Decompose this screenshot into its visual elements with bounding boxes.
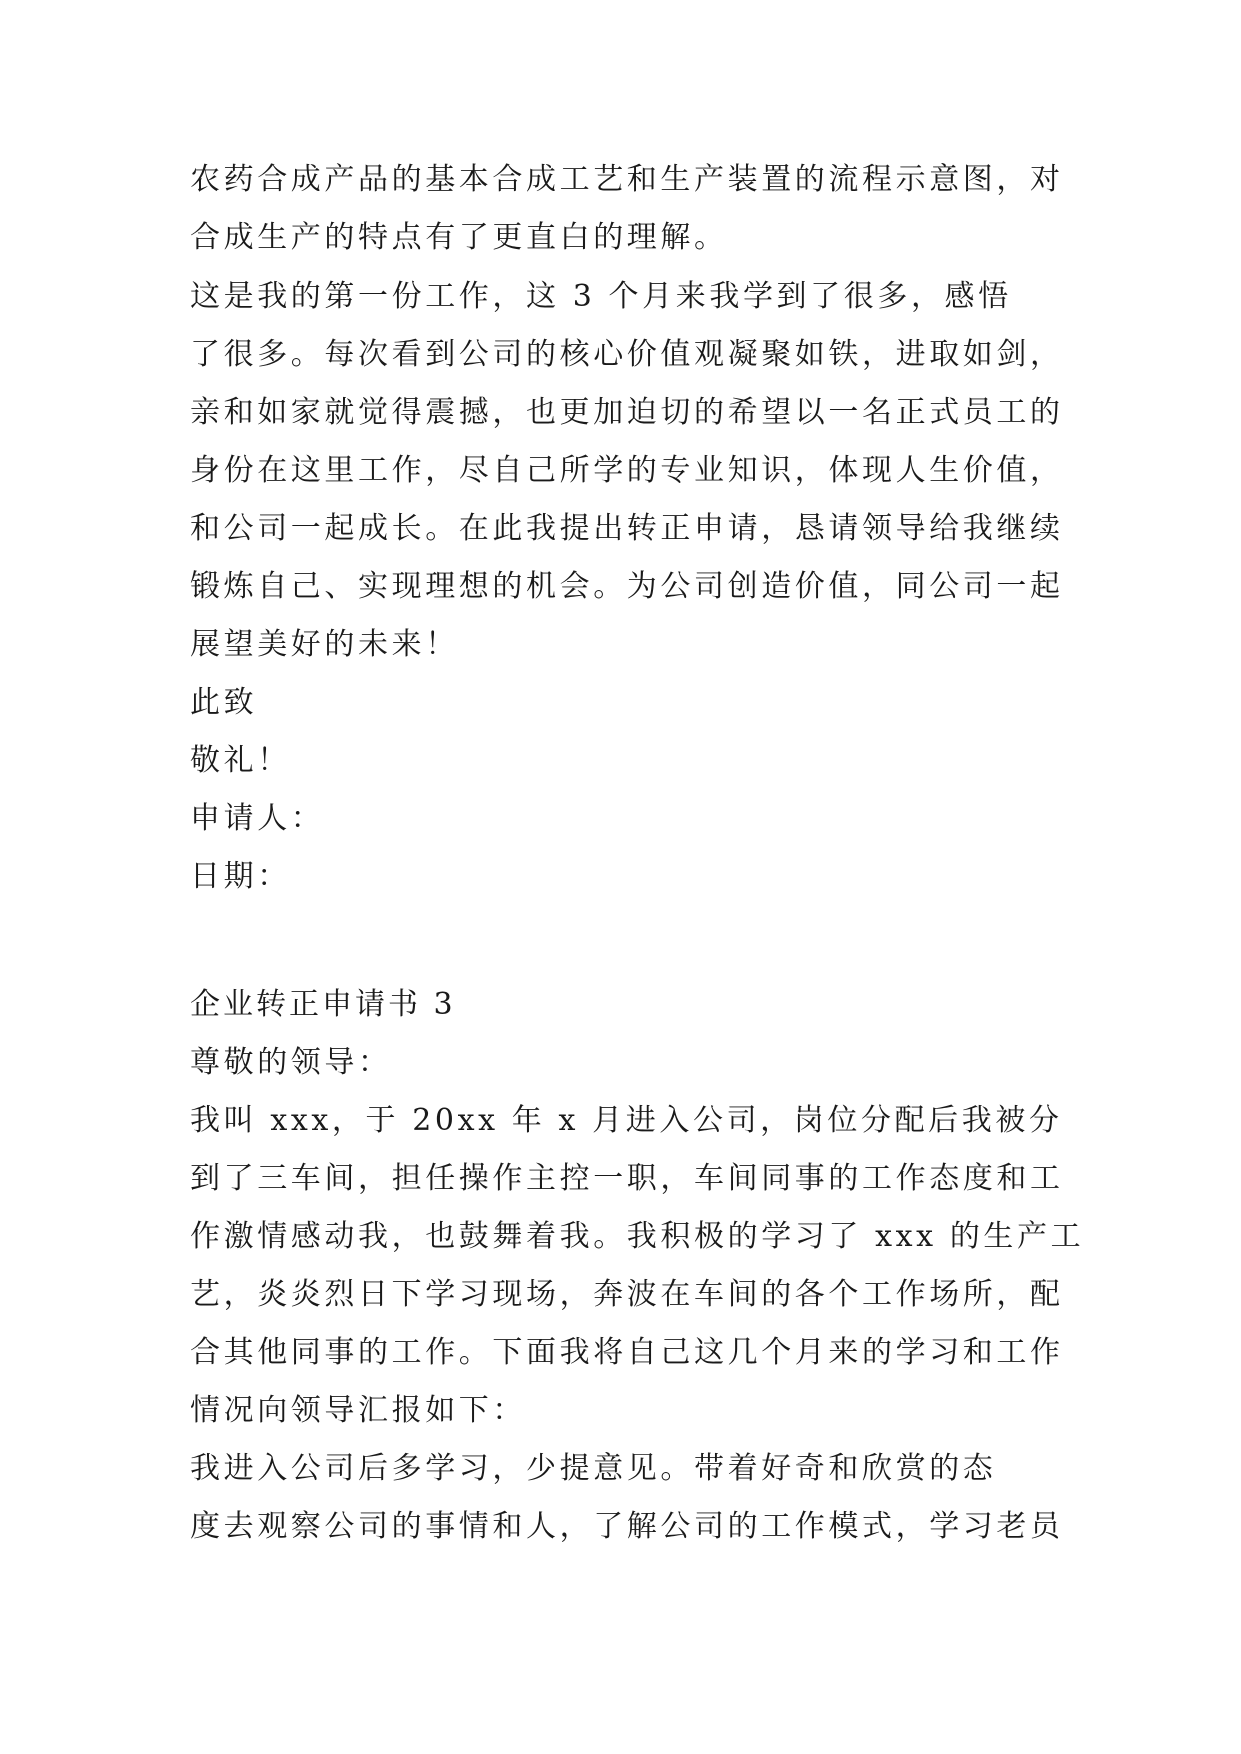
paragraph-introduction bbox=[190, 1092, 1085, 1440]
text-line: 情况向领导汇报如下： bbox=[190, 1393, 526, 1428]
paragraph-learning bbox=[190, 1440, 1070, 1556]
text-line: 亲和如家就觉得震撼，也更加迫切的希望以一名正式员工的 bbox=[190, 395, 1064, 430]
closing-regards: 此致 bbox=[190, 685, 258, 720]
applicant-label: 申请人： bbox=[190, 801, 325, 836]
text-line: 展望美好的未来！ bbox=[190, 627, 459, 662]
section-title: 企业转正申请书 3 bbox=[190, 987, 456, 1022]
text-line: 和公司一起成长。在此我提出转正申请，恳请领导给我继续 bbox=[190, 511, 1064, 546]
paragraph-first-job bbox=[190, 268, 1070, 674]
closing-block bbox=[190, 674, 1070, 906]
text-line: 到了三车间，担任操作主控一职，车间同事的工作态度和工 bbox=[190, 1161, 1064, 1196]
text-line: 度去观察公司的事情和人，了解公司的工作模式，学习老员 bbox=[190, 1509, 1064, 1544]
text-line: 艺，炎炎烈日下学习现场，奔波在车间的各个工作场所，配 bbox=[190, 1277, 1064, 1312]
top-paragraph bbox=[190, 151, 1070, 267]
text-line: 这是我的第一份工作，这 3 个月来我学到了很多，感悟 bbox=[190, 279, 1012, 314]
date-label: 日期： bbox=[190, 859, 291, 894]
text-line: 合其他同事的工作。下面我将自己这几个月来的学习和工作 bbox=[190, 1335, 1064, 1370]
text-line: 了很多。每次看到公司的核心价值观凝聚如铁，进取如剑， bbox=[190, 337, 1064, 372]
text-line: 锻炼自己、实现理想的机会。为公司创造价值，同公司一起 bbox=[190, 569, 1064, 604]
text-line: 我叫 xxx，于 20xx 年 x 月进入公司，岗位分配后我被分 bbox=[190, 1103, 1063, 1138]
text-line: 农药合成产品的基本合成工艺和生产装置的流程示意图，对 bbox=[190, 162, 1064, 197]
text-line: 作激情感动我，也鼓舞着我。我积极的学习了 xxx 的生产工 bbox=[190, 1219, 1085, 1254]
text-line: 身份在这里工作，尽自己所学的专业知识，体现人生价值， bbox=[190, 453, 1064, 488]
text-line: 我进入公司后多学习，少提意见。带着好奇和欣赏的态 bbox=[190, 1451, 997, 1486]
closing-salute: 敬礼！ bbox=[190, 743, 291, 778]
salutation: 尊敬的领导： bbox=[190, 1045, 392, 1080]
text-line: 合成生产的特点有了更直白的理解。 bbox=[190, 220, 728, 255]
section-heading-block bbox=[190, 976, 1070, 1092]
